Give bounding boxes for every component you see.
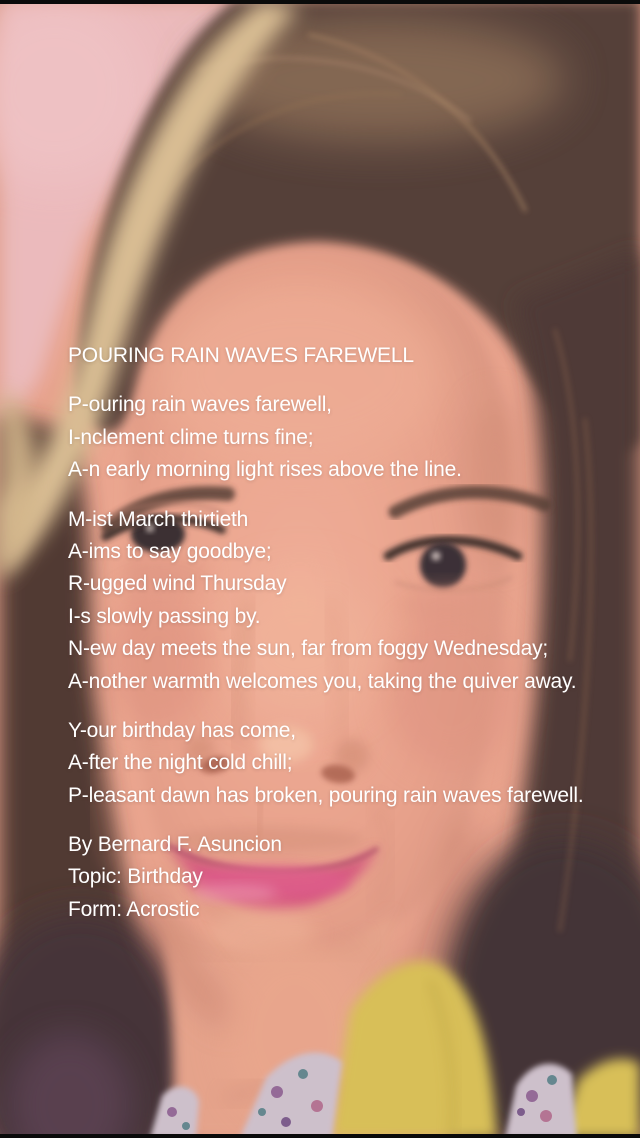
- poem-stanza-2: [68, 504, 628, 698]
- poem-line: I-nclement clime turns fine;: [68, 425, 314, 449]
- poem-line: N-ew day meets the sun, far from foggy Wednesday;: [68, 637, 549, 661]
- poem-stanza-1: [68, 389, 628, 486]
- poem-line: A-fter the night cold chill;: [68, 751, 293, 775]
- poem-line: P-leasant dawn has broken, pouring rain waves farewell.: [68, 783, 584, 807]
- poem-line: I-s slowly passing by.: [68, 604, 261, 628]
- poem-line: R-ugged wind Thursday: [68, 572, 287, 596]
- poem-line: P-ouring rain waves farewell,: [68, 393, 332, 417]
- letterbox-bottom: [0, 1134, 640, 1138]
- poem-line: Y-our birthday has come,: [68, 718, 296, 742]
- poem-line: A-ims to say goodbye;: [68, 539, 272, 563]
- byline-topic: Topic: Birthday: [68, 865, 203, 889]
- byline-form: Form: Acrostic: [68, 897, 200, 921]
- poem-stanza-3: [68, 715, 628, 812]
- poem-title: POURING RAIN WAVES FAREWELL: [68, 344, 414, 367]
- poem-line: A-n early morning light rises above the line.: [68, 458, 462, 482]
- poem-byline: [68, 829, 628, 926]
- letterbox-top: [0, 0, 640, 4]
- poem-line: A-nother warmth welcomes you, taking the quiver away.: [68, 669, 577, 693]
- poem-overlay: [68, 340, 628, 926]
- byline-author: By Bernard F. Asuncion: [68, 833, 282, 857]
- poem-line: M-ist March thirtieth: [68, 507, 249, 531]
